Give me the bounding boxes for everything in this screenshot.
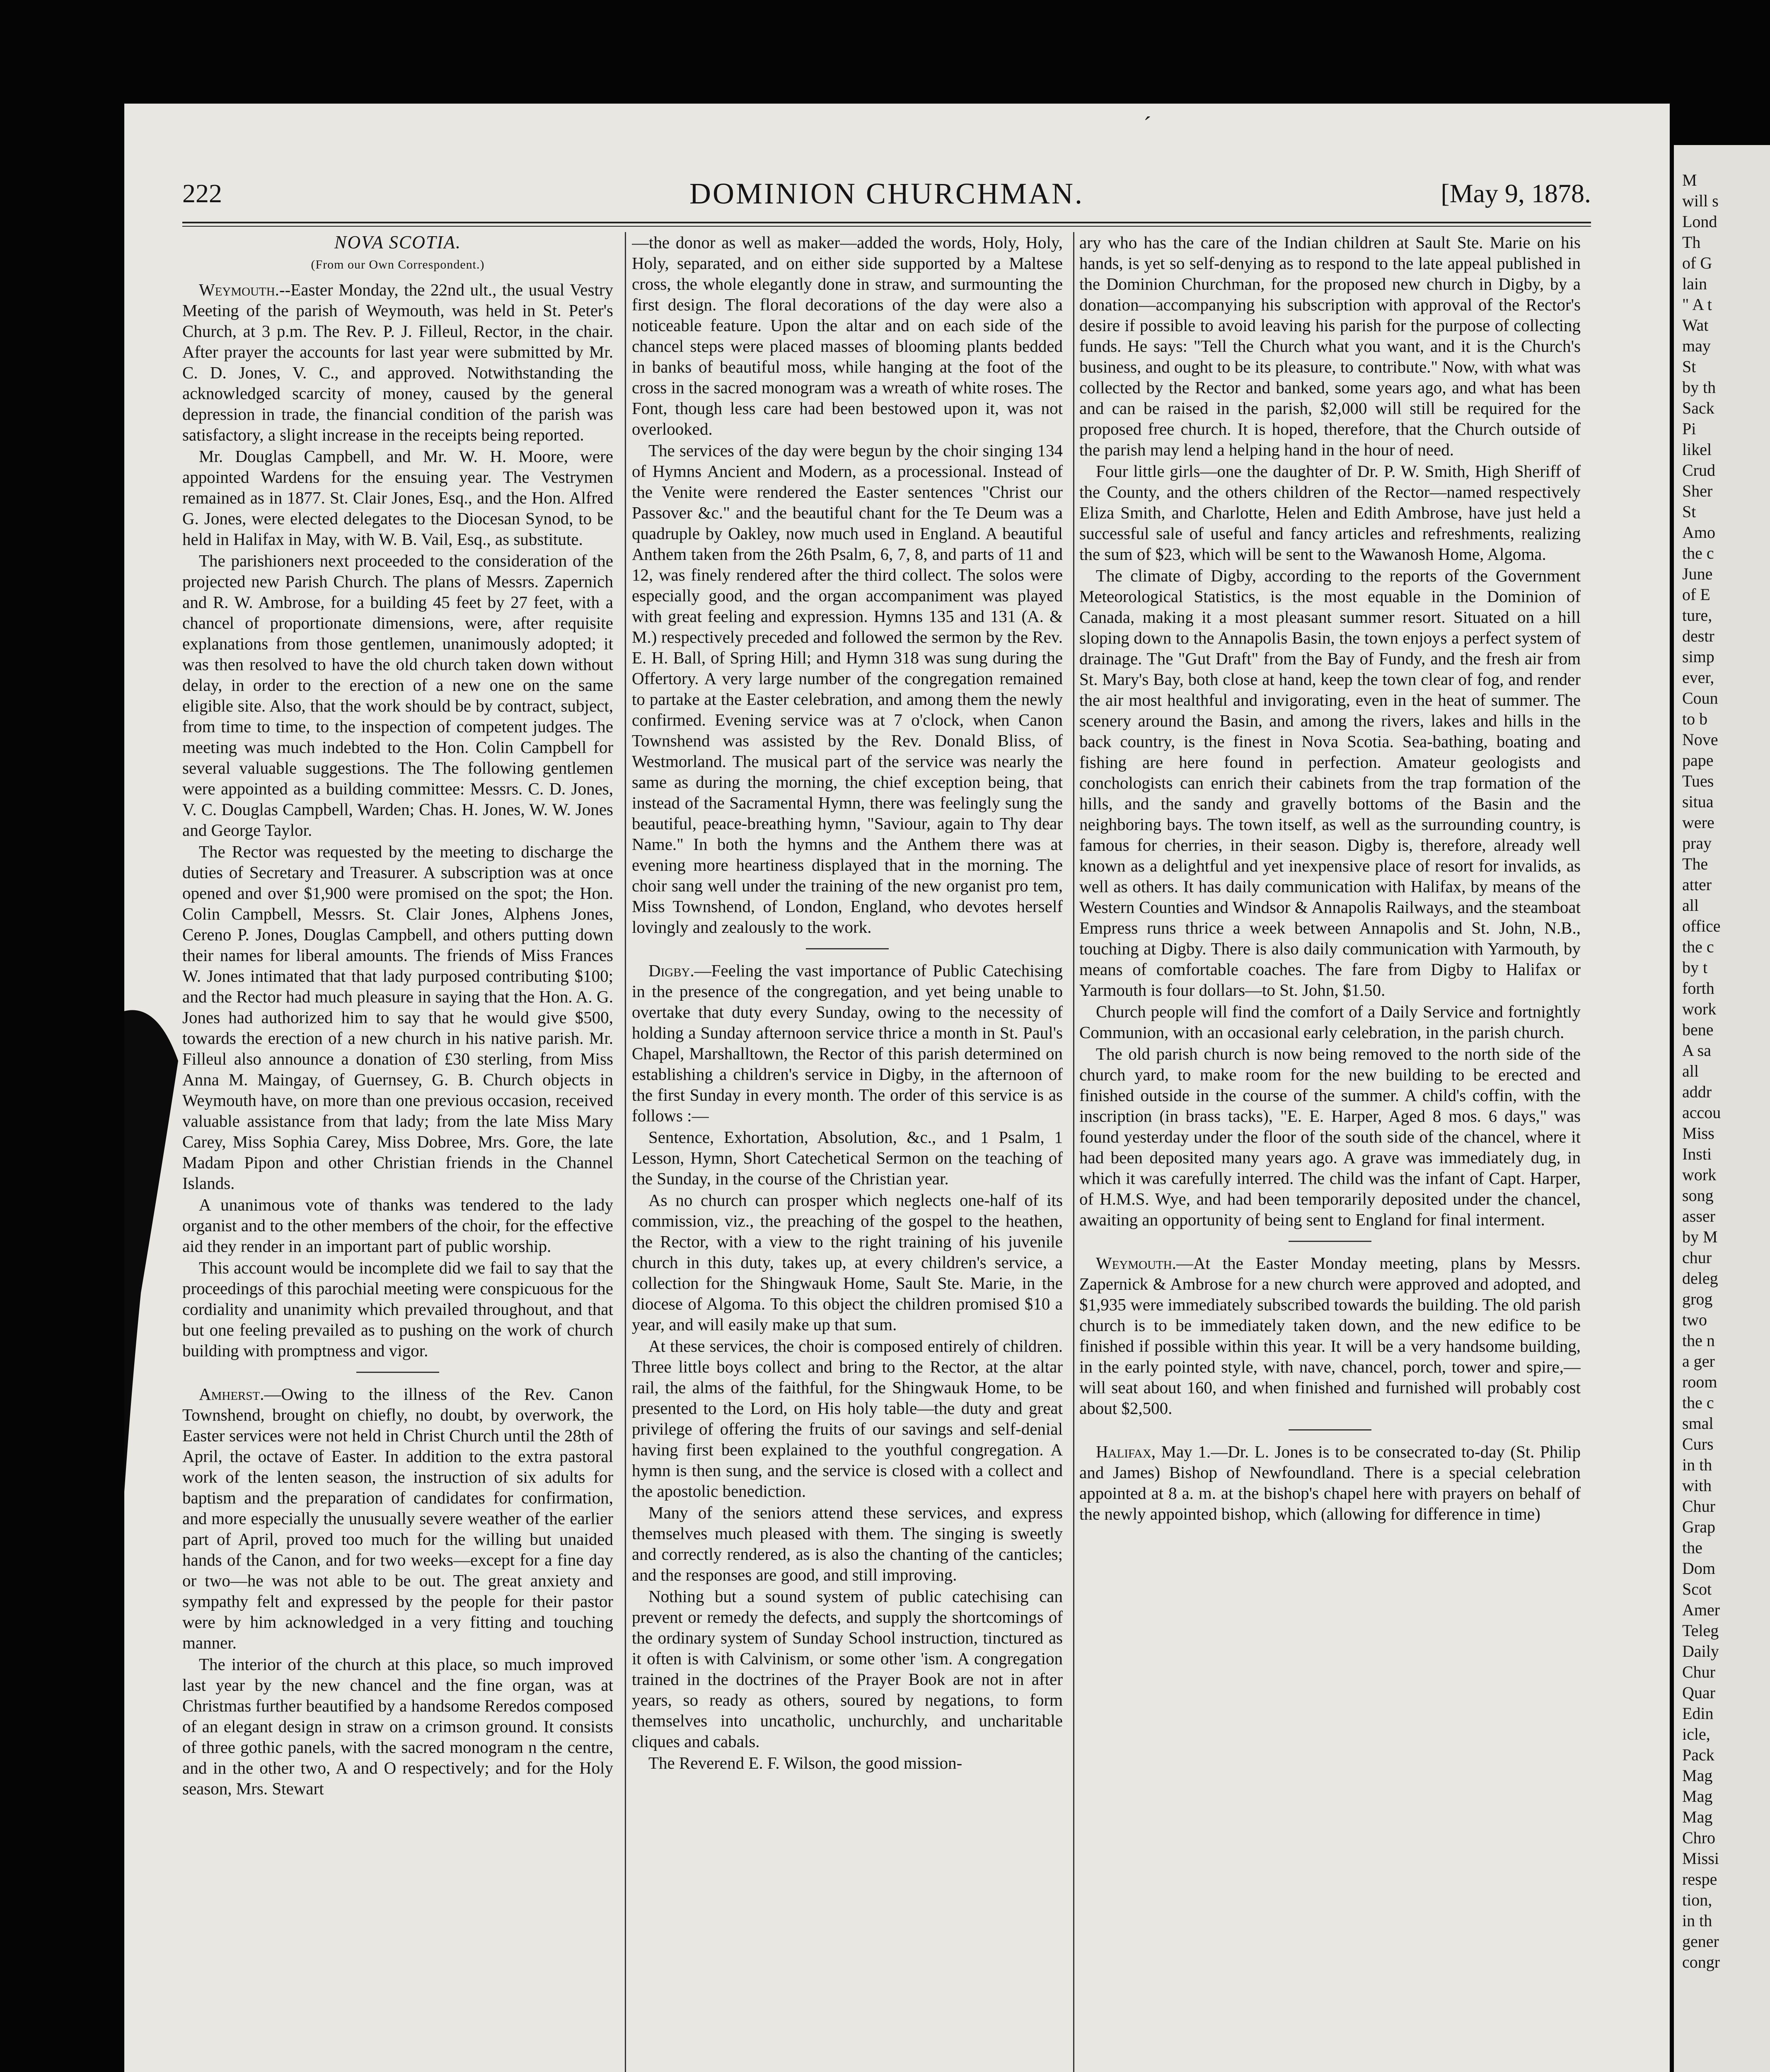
adjacent-page-line: smal [1682,1414,1714,1433]
column-3 [1079,232,1581,2072]
adjacent-page-line: office [1682,917,1721,935]
adjacent-page-line: bene [1682,1020,1714,1039]
adjacent-page-line: the n [1682,1331,1715,1350]
article-paragraph: The climate of Digby, according to the reports of the Government Meteorological Statistics, is the most equable in the Dominion of Canada, making it a most pleasant summer resort. Situated on a hill sloping down to the Annapolis Basin, the town enjoys a perfect system of drainage. The "Gut Draft" from the Bay of Fundy, and the fresh air from St. Mary's Bay, both close at hand, keep the town clear of fog, and render the air most healthful and invigorating, even in the heat of summer. The scenery around the Basin, and among the rivers, lakes and hills in the back country, is the finest in Nova Scotia. Sea-bathing, boating and fishing are here found in perfection. Amateur geologists and conchologists can enrich their cabinets from the trap formation of the hills, and the sandy and gravelly bottoms of the Basin and the neighboring bays. The town itself, as well as the surrounding country, is famous for cherries, in their season. Digby is, therefore, already well known as a delightful and yet inexpensive place of resort for invalids, as well as others. It has daily communication with Halifax, by means of the Western Counties and Windsor & Annapolis Railways, and the steamboat Empress runs thrice a week between Annapolis and St. John, N.B., touching at Digby. There is also daily communication with Yarmouth, by means of comfortable coaches. The fare from Digby to Halifax or Yarmouth is four dollars—to St. John, $1.50. [1079,566,1581,1000]
article-paragraph: Weymouth.--Easter Monday, the 22nd ult., the usual Vestry Meeting of the parish of Weymouth, was held in St. Peter's Church, at 3 p.m. The Rev. P. J. Filleul, Rector, in the chair. After prayer the accounts for last year were submitted by Mr. C. D. Jones, V. C., and approved. Notwithstanding the acknowledged scarcity of money, caused by the general depression in trade, the financial condition of the parish was satisfactory, a slight increase in the receipts being reported. [182,280,613,444]
adjacent-page-line: pray [1682,834,1712,852]
adjacent-page-line: Sher [1682,482,1713,500]
article-paragraph: The old parish church is now being removed to the north side of the church yard, to make room for the new building to be erected and finished outside in the course of the summer. A child's coffin, with the inscription (in brass tacks), "E. E. Harper, Aged 8 mos. 6 days," was found yesterday under the floor of the south side of the chancel, where it had been deposited many years ago. A grave was immediately dug, in which it was carefully interred. The child was the infant of Capt. Harper, of H.M.S. Wye, and had been temporarily deposited under the chancel, awaiting an opportunity of being sent to England for final interment. [1079,1044,1581,1229]
header-rule-top [182,222,1591,223]
adjacent-page-line: may [1682,336,1711,355]
adjacent-page-line: A sa [1682,1041,1711,1060]
adjacent-page-line: Pi [1682,419,1696,438]
article-paragraph: A unanimous vote of thanks was tendered to the lady organist and to the other members of the choir, for the effective aid they render in an important part of public worship. [182,1195,613,1256]
adjacent-page-line: respe [1682,1870,1717,1888]
adjacent-page-line: St [1682,502,1696,521]
adjacent-page-line: atter [1682,875,1712,894]
article-paragraph: Digby.—Feeling the vast importance of Public Catechising in the presence of the congregation, and yet being unable to overtake that duty every Sunday, owing to the necessity of holding a Sunday afternoon service thrice a month in St. Paul's Chapel, Marshalltown, the Rector of this parish determined on establishing a children's service in Digby, in the afternoon of the first Sunday in every month. The order of this service is as follows :— [632,961,1063,1125]
article-paragraph: Church people will find the comfort of a Daily Service and fortnightly Communion, with an occasional early celebration, in the parish church. [1079,1002,1581,1042]
adjacent-page-line: chur [1682,1248,1712,1267]
adjacent-page-line: lain [1682,274,1707,293]
adjacent-page-line: simp [1682,647,1714,666]
adjacent-page-line: by M [1682,1227,1718,1246]
adjacent-page-line: of G [1682,254,1712,272]
adjacent-page-line: to b [1682,709,1708,728]
adjacent-page-line: Dom [1682,1559,1715,1578]
adjacent-page-line: Edin [1682,1704,1714,1723]
adjacent-page-line: congr [1682,1953,1720,1971]
article-paragraph: The Rector was requested by the meeting to discharge the duties of Secretary and Treasurer. A subscription was at once opened and over $1,900 were promised on the spot; the Hon. Colin Campbell, Messrs. St. Clair Jones, Alphens Jones, Cereno P. Jones, Douglas Campbell, and others putting down their names for liberal amounts. The friends of Miss Frances W. Jones intimated that that lady purposed contributing $100; and the Rector had much pleasure in saying that the Hon. A. G. Jones had authorized him to say that he would give $500, towards the erection of a new church in his native parish. Mr. Filleul also announce a donation of £30 sterling, from Miss Anna M. Maingay, of Guernsey, G. B. Church objects in Weymouth have, on more than one previous occasion, received valuable assistance from that lady; from the late Miss Mary Carey, Miss Sophia Carey, Miss Dobree, Mrs. Gore, the late Madam Pipon and other Christian friends in the Channel Islands. [182,842,613,1193]
column-2 [632,232,1063,2072]
adjacent-page-line: Th [1682,233,1701,252]
thumb-shadow [124,1003,182,1500]
pen-mark: ˊ [1144,112,1151,138]
dateline-place: Weymouth. [199,280,279,299]
article-paragraph: Mr. Douglas Campbell, and Mr. W. H. Moore, were appointed Wardens for the ensuing year. The Vestrymen remained as in 1877. St. Clair Jones, Esq., and the Hon. Alfred G. Jones, were elected delegates to the Diocesan Synod, to be held in Halifax in May, with W. B. Vail, Esq., as substitute. [182,447,613,549]
adjacent-page-line: the c [1682,1393,1714,1412]
adjacent-page-fragment [1674,145,1770,2072]
adjacent-page-line: Mag [1682,1787,1713,1806]
adjacent-page-line: all [1682,1062,1699,1080]
adjacent-page-line: Mag [1682,1766,1713,1785]
article-paragraph: The parishioners next proceeded to the consideration of the projected new Parish Church. The plans of Messrs. Zapernich and R. W. Ambrose, for a building 45 feet by 27 feet, with a chancel of proportionate dimensions, were, after requisite explanations from those gentlemen, unanimously adopted; it was then resolved to have the old church taken down without delay, in order to the erection of a new one on the same eligible site. Also, that the work should be by contract, subject, from time to time, to the inspection of competent judges. The meeting was much indebted to the Hon. Colin Campbell for several valuable suggestions. The The following gentlemen were appointed as a building committee: Messrs. C. D. Jones, V. C. Douglas Campbell, Warden; Chas. H. Jones, W. W. Jones and George Taylor. [182,551,613,840]
dateline-place: Digby. [648,961,694,980]
adjacent-page-line: Amer [1682,1600,1720,1619]
adjacent-page-line: will s [1682,191,1719,210]
adjacent-page-line: the [1682,1538,1702,1557]
adjacent-page-line: addr [1682,1082,1712,1101]
adjacent-page-line: accou [1682,1103,1721,1122]
column-1 [182,232,613,2072]
adjacent-page-line: Tues [1682,772,1714,790]
adjacent-page-line: by t [1682,958,1708,977]
adjacent-page-line: Chur [1682,1497,1715,1515]
adjacent-page-line: all [1682,896,1699,915]
adjacent-page-line: in th [1682,1455,1712,1474]
masthead-title: DOMINION CHURCHMAN. [689,177,1084,210]
adjacent-page-line: a ger [1682,1352,1715,1370]
article-paragraph: Four little girls—one the daughter of Dr. P. W. Smith, High Sheriff of the County, and the others children of the Rector—named respectively Eliza Smith, and Charlotte, Helen and Edith Ambrose, have just held a successful sale of useful and fancy articles and refreshments, realizing the sum of $23, which will be sent to the Wawanosh Home, Algoma. [1079,462,1581,564]
adjacent-page-line: room [1682,1372,1717,1391]
section-divider [356,1372,439,1373]
adjacent-page-line: Mag [1682,1808,1713,1826]
dateline-place: Weymouth. [1096,1254,1176,1273]
adjacent-page-line: Crud [1682,461,1715,479]
adjacent-page-line: were [1682,813,1714,832]
section-divider [1289,1241,1371,1242]
article-paragraph: Halifax, May 1.—Dr. L. Jones is to be consecrated to-day (St. Philip and James) Bishop of Newfoundland. There is a special celebration appointed at 8 a. m. at the bishop's chapel here with prayers on behalf of the newly appointed bishop, which (allowing for difference in time) [1079,1442,1581,1523]
adjacent-page-line: " A t [1682,295,1712,314]
article-paragraph: The interior of the church at this place, so much improved last year by the new chancel and the fine organ, was at Christmas further beautified by a handsome Reredos composed of an elegant design in straw on a crimson ground. It consists of three gothic panels, with the sacred monogram n the centre, and in the other two, A and O respectively; and for the Holy season, Mrs. Stewart [182,1655,613,1798]
page-number: 222 [182,179,222,208]
page-header [182,174,1591,220]
adjacent-page-line: Pack [1682,1745,1714,1764]
adjacent-page-line: forth [1682,979,1714,997]
adjacent-page-line: Daily [1682,1642,1719,1661]
section-divider [806,948,889,949]
issue-date: [May 9, 1878. [1441,179,1591,208]
adjacent-page-line: Lond [1682,212,1717,231]
adjacent-page-line: Insti [1682,1145,1712,1163]
adjacent-page-line: destr [1682,627,1714,645]
article-paragraph: Weymouth.—At the Easter Monday meeting, plans by Messrs. Zapernick & Ambrose for a new church were approved and adopted, and $1,935 were immediately subscribed towards the building. The old parish church is to be immediately taken down, and the new edifice to be finished if possible within this year. It will be a very handsome building, in the early pointed style, with nave, chancel, porch, tower and spire,—will seat about 160, and when finished and furnished will probably cost about $2,500. [1079,1254,1581,1418]
adjacent-page-line: grog [1682,1290,1713,1308]
article-paragraph: At these services, the choir is composed entirely of children. Three little boys collect and bring to the Rector, at the altar rail, the alms of the faithful, for the Shingwauk Home, to be presented to the Lord, on His holy table—the duty and great privilege of offering the fruits of our savings and self-denial having first been explained to the youthful congregation. A hymn is then sung, and the service is closed with a collect and the apostolic benediction. [632,1336,1063,1501]
adjacent-page-line: deleg [1682,1269,1718,1288]
adjacent-page-line: Chur [1682,1663,1715,1681]
article-paragraph: Amherst.—Owing to the illness of the Rev. Canon Townshend, brought on chiefly, no doubt, by overwork, the Easter services were not held in Christ Church until the 28th of April, the octave of Easter. In addition to the extra pastoral work of the lenten season, the instruction of six adults for baptism and the preparation of candidates for confirmation, and more especially the unusually severe weather of the earlier part of April, proved too much for the willing but unaided hands of the Canon, and for two weeks—except for a fine day or two—he was not able to be out. The great anxiety and sympathy felt and expressed by the people for their pastor were by him acknowledged in a very fitting and touching manner. [182,1385,613,1652]
dateline-place: Amherst. [199,1385,264,1404]
article-paragraph: Sentence, Exhortation, Absolution, &c., and 1 Psalm, 1 Lesson, Hymn, Short Catechetical Sermon on the teaching of the Sunday, in the course of the Christian year. [632,1128,1063,1188]
adjacent-page-line: song [1682,1186,1714,1205]
adjacent-page-line: the c [1682,937,1714,956]
adjacent-page-text [1674,145,1770,1973]
adjacent-page-line: Curs [1682,1435,1714,1453]
adjacent-page-line: St [1682,357,1696,376]
adjacent-page-line: the c [1682,544,1714,562]
adjacent-page-line: Miss [1682,1124,1714,1143]
adjacent-page-line: by th [1682,378,1716,397]
dateline-place: Halifax, [1096,1442,1156,1461]
adjacent-page-line: ever, [1682,668,1714,687]
adjacent-page-line: Scot [1682,1580,1712,1598]
adjacent-page-line: Missi [1682,1849,1719,1868]
adjacent-page-line: of E [1682,585,1710,604]
column-divider [1073,232,1074,2072]
adjacent-page-line: Nove [1682,730,1718,749]
adjacent-page-line: M [1682,171,1697,189]
adjacent-page-line: likel [1682,440,1712,459]
adjacent-page-line: with [1682,1476,1712,1495]
adjacent-page-line: situa [1682,792,1714,811]
adjacent-page-line: two [1682,1310,1707,1329]
adjacent-page-line: Wat [1682,316,1709,334]
adjacent-page-line: Sack [1682,399,1714,417]
article-paragraph: Many of the seniors attend these services, and express themselves much pleased with them. The singing is sweetly and correctly rendered, as is also the chanting of the canticles; and the responses are good, and still improving. [632,1503,1063,1584]
adjacent-page-line: Teleg [1682,1621,1719,1640]
adjacent-page-line: Grap [1682,1518,1715,1536]
byline: (From our Own Correspondent.) [311,258,485,271]
article-paragraph: The services of the day were begun by the choir singing 134 of Hymns Ancient and Modern, as a processional. Instead of the Venite were rendered the Easter sentences "Christ our Passover &c." and the beautiful chant for the Te Deum was a quadruple by Oakley, now much used in England. A beautiful Anthem taken from the 26th Psalm, 6, 7, 8, and parts of 11 and 12, was finely rendered after the third collect. The solos were especially good, and the organ accompaniment was played with great feeling and expression. Hymns 135 and 131 (A. & M.) respectively preceded and followed the sermon by the Rev. E. H. Ball, of Spring Hill; and Hymn 318 was sung during the Offertory. A very large number of the congregation remained to partake at the Easter celebration, and among them the newly confirmed. Evening service was at 7 o'clock, when Canon Townshend was assisted by the Rev. Donald Bliss, of Westmorland. The musical part of the service was nearly the same as during the morning, the chief exception being, that instead of the Sacramental Hymn, there was feelingly sung the beautiful, peace-breathing hymn, "Saviour, again to Thy dear Name." In both the hymns and the Anthem there was at evening more heartiness displayed that in the morning. The choir sang well under the training of the new organist pro tem, Miss Townshend, of London, England, who devotes herself lovingly and zealously to the work. [632,441,1063,937]
article-paragraph: ary who has the care of the Indian children at Sault Ste. Marie on his hands, is yet so self-denying as to respond to the late appeal published in the Dominion Churchman, for the proposed new church in Digby, by a donation—accompanying his subscription with approval of the Rector's desire if possible to avoid leaving his parish for the purpose of collecting funds. He says: "Tell the Church what you want, and it is the Church's business, and ought to be its pleasure, to contribute." Now, with what was collected by the Rector and banked, some years ago, and what has been and can be raised in the parish, $2,000 will still be required for the proposed free church. It is hoped, therefore, that the Church outside of the parish may lend a helping hand in the hour of need. [1079,233,1581,459]
adjacent-page-line: work [1682,1165,1717,1184]
adjacent-page-line: June [1682,564,1713,583]
adjacent-page-line: gener [1682,1932,1719,1951]
adjacent-page-line: icle, [1682,1725,1710,1743]
header-rule-bottom [182,226,1591,227]
adjacent-page-line: Quar [1682,1683,1715,1702]
adjacent-page-line: pape [1682,751,1714,770]
article-paragraph: The Reverend E. F. Wilson, the good mission- [648,1753,962,1772]
adjacent-page-line: ture, [1682,606,1712,625]
adjacent-page-line: Coun [1682,689,1718,707]
adjacent-page-line: in th [1682,1911,1712,1930]
adjacent-page-line: The [1682,854,1708,873]
adjacent-page-line: tion, [1682,1890,1712,1909]
column-divider [625,232,626,2072]
section-title: NOVA SCOTIA. [334,232,461,252]
adjacent-page-line: Chro [1682,1828,1715,1847]
article-paragraph: This account would be incomplete did we fail to say that the proceedings of this parochial meeting were conspicuous for the cordiality and unanimity which prevailed throughout, and that but one feeling prevailed as to pushing on the work of church building with promptness and vigor. [182,1258,613,1360]
adjacent-page-line: work [1682,1000,1717,1018]
article-paragraph: —the donor as well as maker—added the words, Holy, Holy, Holy, separated, and on either side supported by a Maltese cross, the whole elegantly done in straw, and surmounting the first design. The floral decorations of the day were also a noticeable feature. Upon the altar and on each side of the chancel steps were placed masses of blooming plants bedded in banks of beautiful moss, while hanging at the foot of the cross in the sacred monogram was a wreath of white roses. The Font, though less care had been bestowed upon it, was not overlooked. [632,233,1063,438]
article-paragraph: Nothing but a sound system of public catechising can prevent or remedy the defects, and supply the shortcomings of the ordinary system of Sunday School instruction, tinctured as it often is with Calvinism, or some other 'ism. A congregation trained in the doctrines of the Prayer Book are not in after years, so ready as others, soured by negations, to form themselves into uncatholic, unchurchly, and uncharitable cliques and cabals. [632,1587,1063,1751]
adjacent-page-line: Amo [1682,523,1715,542]
section-divider [1289,1429,1371,1431]
adjacent-page-line: asser [1682,1207,1715,1225]
article-paragraph: As no church can prosper which neglects one-half of its commission, viz., the preaching of the gospel to the heathen, the Rector, with a view to the right training of his juvenile church in this duty, takes up, at every children's service, a collection for the Shingwauk Home, Sault Ste. Marie, in the diocese of Algoma. To this object the children promised $10 a year, and will easily make up that sum. [632,1191,1063,1334]
